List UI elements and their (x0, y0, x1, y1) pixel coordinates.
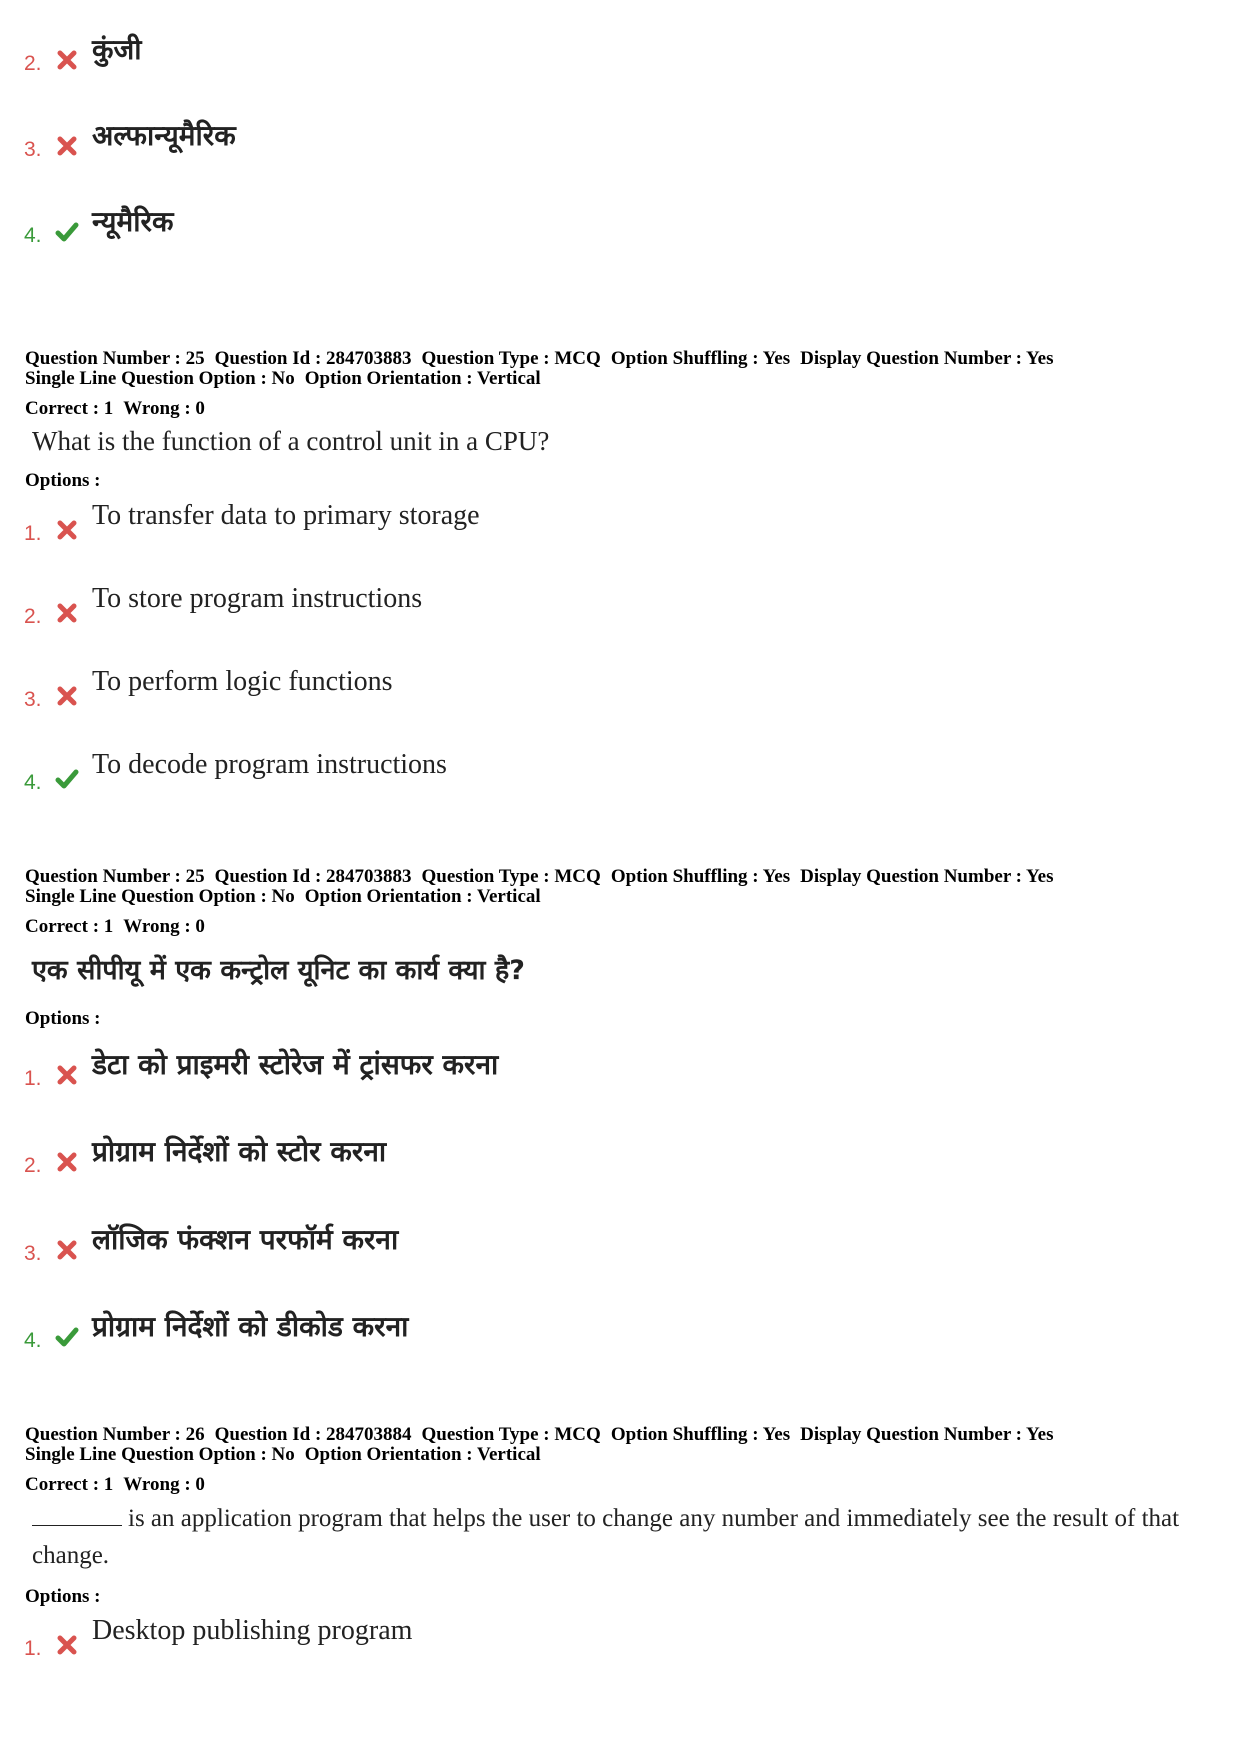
option-number: 4. (24, 771, 42, 794)
wrong-cross-icon (55, 1150, 79, 1174)
option-number: 1. (24, 1637, 42, 1660)
option-text: डेटा को प्राइमरी स्टोरेज में ट्रांसफर करना (92, 1048, 499, 1081)
question-meta-line-2: Single Line Question Option : No Option Orientation : Vertical (25, 1444, 541, 1465)
option-number: 1. (24, 522, 42, 545)
option-text: प्रोग्राम निर्देशों को स्टोर करना (92, 1135, 387, 1168)
option-number: 4. (24, 224, 42, 247)
option-number: 2. (24, 52, 42, 75)
option-number: 3. (24, 1242, 42, 1265)
option-text: To perform logic functions (92, 666, 393, 697)
option-text: प्रोग्राम निर्देशों को डीकोड करना (92, 1310, 409, 1343)
wrong-cross-icon (55, 48, 79, 72)
options-label: Options : (25, 470, 101, 491)
option-text: लॉजिक फंक्शन परफॉर्म करना (92, 1223, 399, 1256)
question-meta-line-1: Question Number : 26 Question Id : 284703884 Question Type : MCQ Option Shuffling : Yes Display Question Number : Yes (25, 1424, 1054, 1445)
option-number: 1. (24, 1067, 42, 1090)
correct-check-icon (55, 767, 79, 791)
fill-in-blank (32, 1505, 122, 1526)
wrong-cross-icon (55, 134, 79, 158)
marks-line: Correct : 1 Wrong : 0 (25, 916, 205, 937)
option-number: 2. (24, 1154, 42, 1177)
wrong-cross-icon (55, 518, 79, 542)
option-text: To store program instructions (92, 583, 423, 614)
option-number: 2. (24, 605, 42, 628)
correct-check-icon (55, 220, 79, 244)
question-body: is an application program that helps the user to change any number and immediately see the result of that change. (32, 1505, 1180, 1569)
options-label: Options : (25, 1586, 101, 1607)
question-text: एक सीपीयू में एक कन्ट्रोल यूनिट का कार्य क्या है? (32, 955, 525, 986)
wrong-cross-icon (55, 1633, 79, 1657)
options-label: Options : (25, 1008, 101, 1029)
wrong-cross-icon (55, 1238, 79, 1262)
option-text: To transfer data to primary storage (92, 500, 480, 531)
question-meta-line-2: Single Line Question Option : No Option Orientation : Vertical (25, 368, 541, 389)
marks-line: Correct : 1 Wrong : 0 (25, 398, 205, 419)
option-text: अल्फान्यूमैरिक (92, 119, 236, 152)
option-text: Desktop publishing program (92, 1615, 413, 1646)
wrong-cross-icon (55, 601, 79, 625)
wrong-cross-icon (55, 1063, 79, 1087)
question-text (32, 1500, 1222, 1574)
question-meta-line-2: Single Line Question Option : No Option Orientation : Vertical (25, 886, 541, 907)
option-number: 3. (24, 138, 42, 161)
option-text: कुंजी (92, 33, 142, 66)
question-text: What is the function of a control unit in a CPU? (32, 426, 550, 456)
wrong-cross-icon (55, 684, 79, 708)
option-number: 4. (24, 1329, 42, 1352)
marks-line: Correct : 1 Wrong : 0 (25, 1474, 205, 1495)
option-text: To decode program instructions (92, 749, 447, 780)
correct-check-icon (55, 1325, 79, 1349)
option-number: 3. (24, 688, 42, 711)
question-meta-line-1: Question Number : 25 Question Id : 284703883 Question Type : MCQ Option Shuffling : Yes Display Question Number : Yes (25, 348, 1054, 369)
option-text: न्यूमैरिक (92, 205, 174, 238)
question-meta-line-1: Question Number : 25 Question Id : 284703883 Question Type : MCQ Option Shuffling : Yes Display Question Number : Yes (25, 866, 1054, 887)
